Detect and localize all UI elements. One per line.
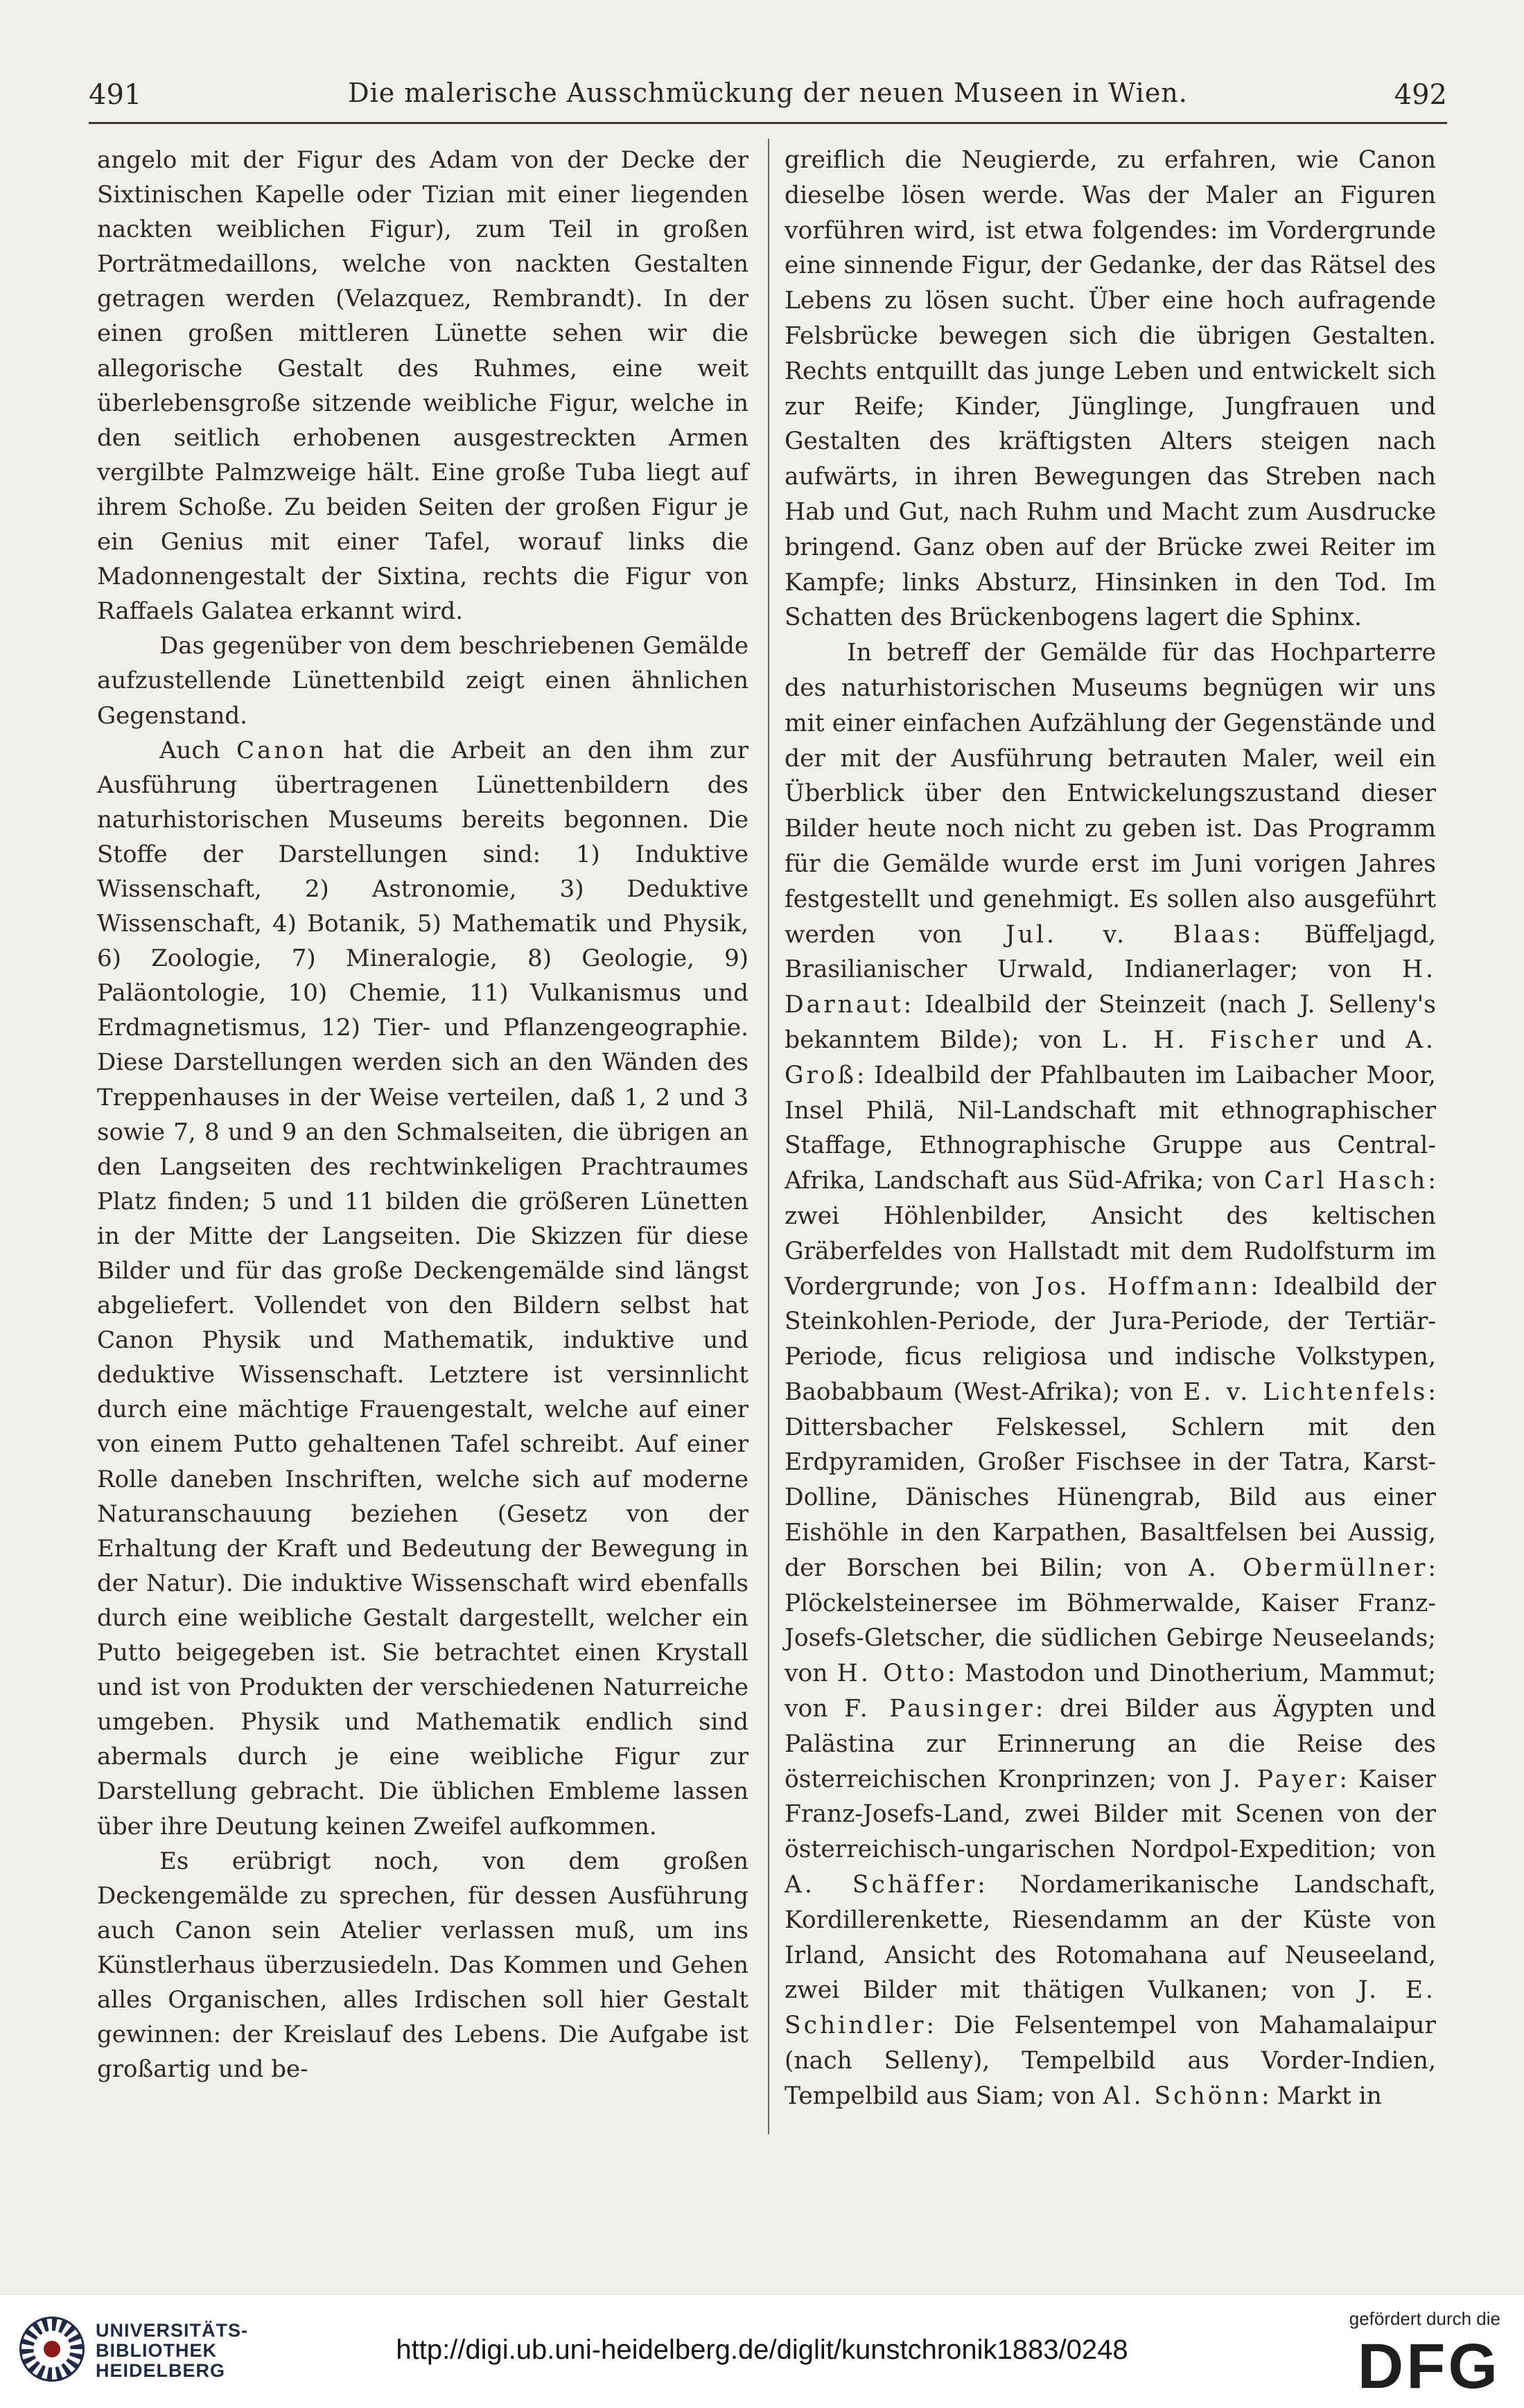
- funder-block[interactable]: [1320, 2308, 1500, 2402]
- spaced-name: E. v. Lichtenfels: [1183, 1378, 1428, 1406]
- spaced-name: Al. Schönn: [1103, 2082, 1261, 2110]
- text-run: Auch: [159, 736, 237, 764]
- text-run: : drei Bilder aus Ägypten und Palästina zur Erinnerung an die Reise des österreichischen Kronprinzen; von: [785, 1695, 1437, 1793]
- paragraph: [785, 635, 1436, 2113]
- text-run: : Plöckelsteinersee im Böhmerwalde, Kaiser Franz-Josefs-Gletscher, die südlichen Gebirge Neuseelands; von: [785, 1554, 1437, 1688]
- paragraph: [785, 143, 1436, 635]
- column-divider: [768, 139, 769, 2134]
- spaced-name: A. Schäffer: [785, 1871, 978, 1899]
- text-run: : Idealbild der Steinkohlen-Periode, der Jura-Periode, der Tertiär-Periode, ficus religiosa und indische Volkstypen, Baobabbaum (West-Afrika); von: [785, 1272, 1437, 1406]
- paragraph: [97, 143, 748, 629]
- footer-bar: [0, 2294, 1524, 2408]
- page-number-left: 491: [89, 79, 142, 111]
- paragraph: [97, 1844, 748, 2087]
- paragraph: [97, 733, 748, 1844]
- spaced-name: A. Groß: [785, 1026, 1436, 1089]
- spaced-name: L. H. Fischer: [1102, 1026, 1320, 1054]
- spaced-name: Jul. v. Blaas: [1005, 920, 1253, 949]
- text-run: : zwei Höhlenbilder, Ansicht des keltischen Gräberfeldes von Hallstadt mit dem Rudolfsturm im Vordergrunde; von: [785, 1167, 1436, 1301]
- header-rule: [89, 122, 1447, 124]
- text-run: greiflich die Neugierde, zu erfahren, wie Canon dieselbe lösen werde. Was der Maler an Figuren vorführen wird, ist etwa folgendes: im Vordergrunde eine sinnende Figur, der Gedanke, der das Rätsel des Lebens zu lösen sucht. Über eine hoch aufragende Felsbrücke bewegen sich die übrigen Gestalten. Rechts entquillt das junge Leben und entwickelt sich zur Reife; Kinder, Jünglinge, Jungfrauen und Gestalten des kräftigsten Alters steigen nach aufwärts, in ihren Bewegungen das Streben nach Hab und Gut, nach Ruhm und Macht zum Ausdrucke bringend. Ganz oben auf der Brücke zwei Reiter im Kampfe; links Absturz, Hinsinken in den Tod. Im Schatten des Brückenbogens lagert die Sphinx.: [785, 146, 1436, 632]
- spaced-name: Carl Hasch: [1263, 1167, 1428, 1195]
- text-run: : Idealbild der Pfahlbauten im Laibacher Moor, Insel Philä, Nil-Landschaft mit ethnographischer Staffage, Ethnographische Gruppe aus Central-Afrika, Landschaft aus Süd-Afrika; von: [785, 1061, 1436, 1195]
- text-run: hat die Arbeit an den ihm zur Ausführung übertragenen Lünettenbildern des naturhistorischen Museums bereits begonnen. Die Stoffe der Darstellungen sind: 1) Induktive Wissenschaft, 2) Astronomie, 3) Deduktive Wissenschaft, 4) Botanik, 5) Mathematik und Physik, 6) Zoologie, 7) Mineralogie, 8) Geologie, 9) Paläontologie, 10) Chemie, 11) Vulkanismus und Erdmagnetismus, 12) Tier- und Pflanzengeographie. Diese Darstellungen werden sich an den Wänden des Treppenhauses in der Weise verteilen, daß 1, 2 und 3 sowie 7, 8 und 9 an den Schmalseiten, die übrigen an den Langseiten des rechtwinkeligen Prachtraumes Platz finden; 5 und 11 bilden die größeren Lünetten in der Mitte der Langseiten. Die Skizzen für diese Bilder und für das große Deckengemälde sind längst abgeliefert. Vollendet von den Bildern selbst hat Canon Physik und Mathematik, induktive und deduktive Wissenschaft. Letztere ist versinnlicht durch eine mächtige Frauengestalt, welche auf einer von einem Putto gehaltenen Tafel schreibt. Auf einer Rolle daneben Inschriften, welche sich auf moderne Naturanschauung beziehen (Gesetz von der Erhaltung der Kraft und Bedeutung der Bewegung in der Natur). Die induktive Wissenschaft wird ebenfalls durch eine weibliche Gestalt dargestellt, welcher ein Putto beigegeben ist. Sie betrachtet einen Krystall und ist von Produkten der verschiedenen Naturreiche umgeben. Physik und Mathematik endlich sind abermals durch je eine weibliche Figur zur Darstellung gebracht. Die üblichen Embleme lassen über ihre Deutung keinen Zweifel aufkommen.: [97, 736, 749, 1840]
- spaced-name: H. Darnaut: [785, 956, 1436, 1019]
- text-run: : Dittersbacher Felskessel, Schlern mit den Erdpyramiden, Großer Fischsee in der Tatra, Karst-Dolline, Dänisches Hünengrab, Bild aus einer Eishöhle in den Karpathen, Basaltfelsen bei Aussig, der Borschen bei Bilin; von: [785, 1378, 1437, 1582]
- text-run: Das gegenüber von dem beschriebenen Gemälde aufzustellende Lünettenbild zeigt einen ähnlichen Gegenstand.: [97, 632, 748, 730]
- spaced-name: Canon: [236, 736, 327, 764]
- left-column: [97, 143, 748, 2086]
- text-run: : Idealbild der Steinzeit (nach J. Selleny's bekanntem Bilde); von: [785, 991, 1436, 1054]
- text-run: : Büffeljagd, Brasilianischer Urwald, Indianerlager; von: [785, 920, 1437, 984]
- spaced-name: J. Payer: [1222, 1765, 1340, 1793]
- running-header: [89, 75, 1447, 118]
- spaced-name: A. Obermüllner: [1188, 1554, 1428, 1582]
- funded-by-text: gefördert durch die: [1349, 2308, 1500, 2329]
- right-column: [785, 143, 1436, 2114]
- text-run: : Kaiser Franz-Josefs-Land, zwei Bilder mit Scenen von der österreichisch-ungarischen Nordpol-Expedition; von: [785, 1765, 1436, 1864]
- text-run: : Mastodon und Dinotherium, Mammut; von: [785, 1660, 1436, 1723]
- text-run: angelo mit der Figur des Adam von der Decke der Sixtinischen Kapelle oder Tizian mit einer liegenden nackten weiblichen Figur), zum Teil in großen Porträtmedaillons, welche von nackten Gestalten getragen werden (Velazquez, Rembrandt). In der einen großen mittleren Lünette sehen wir die allegorische Gestalt des Ruhmes, eine weit überlebensgroße sitzende weibliche Figur, welche in den seitlich erhobenen ausgestreckten Armen vergilbte Palmzweige hält. Eine große Tuba liegt auf ihrem Schoße. Zu beiden Seiten der großen Figur je ein Genius mit einer Tafel, worauf links die Madonnengestalt der Sixtina, rechts die Figur von Raffaels Galatea erkannt wird.: [97, 146, 748, 626]
- spaced-name: J. E. Schindler: [785, 1976, 1436, 2040]
- text-run: : Markt in: [1261, 2082, 1382, 2110]
- text-run: : Nordamerikanische Landschaft, Kordillerenkette, Riesendamm an der Küste von Irland, Ansicht des Rotomahana auf Neuseeland, zwei Bilder mit thätigen Vulkanen; von: [785, 1871, 1436, 2005]
- source-url[interactable]: http://digi.ub.uni-heidelberg.de/diglit/kunstchronik1883/0248: [396, 2335, 1128, 2365]
- text-run: : Die Felsentempel von Mahamalaipur (nach Selleny), Tempelbild aus Vorder-Indien, Tempelbild aus Siam; von: [785, 2012, 1436, 2110]
- running-title: Die malerische Ausschmückung der neuen Museen in Wien.: [348, 78, 1188, 108]
- spaced-name: F. Pausinger: [844, 1695, 1035, 1723]
- spaced-name: H. Otto: [837, 1660, 947, 1688]
- text-run: Es erübrigt noch, von dem großen Deckengemälde zu sprechen, für dessen Ausführung auch Canon sein Atelier verlassen muß, um ins Künstlerhaus überzusiedeln. Das Kommen und Gehen alles Organischen, alles Irdischen soll hier Gestalt gewinnen: der Kreislauf des Lebens. Die Aufgabe ist großartig und be-: [97, 1847, 748, 2084]
- text-run: In betreff der Gemälde für das Hochparterre des naturhistorischen Museums begnügen wir uns mit einer einfachen Aufzählung der Gegenstände und der mit der Ausführung betrauten Maler, weil ein Überblick über den Entwickelungszustand dieser Bilder heute noch nicht zu geben ist. Das Programm für die Gemälde wurde erst im Juni vorigen Jahres festgestellt und genehmigt. Es sollen also ausgeführt werden von: [785, 639, 1436, 949]
- paragraph: [97, 629, 748, 732]
- library-name: UNIVERSITÄTS- BIBLIOTHEK HEIDELBERG: [96, 2320, 249, 2381]
- spaced-name: Jos. Hoffmann: [1034, 1272, 1251, 1301]
- page-number-right: 492: [1394, 79, 1447, 111]
- dfg-logo: DFG: [1357, 2331, 1500, 2402]
- text-run: und: [1320, 1026, 1406, 1054]
